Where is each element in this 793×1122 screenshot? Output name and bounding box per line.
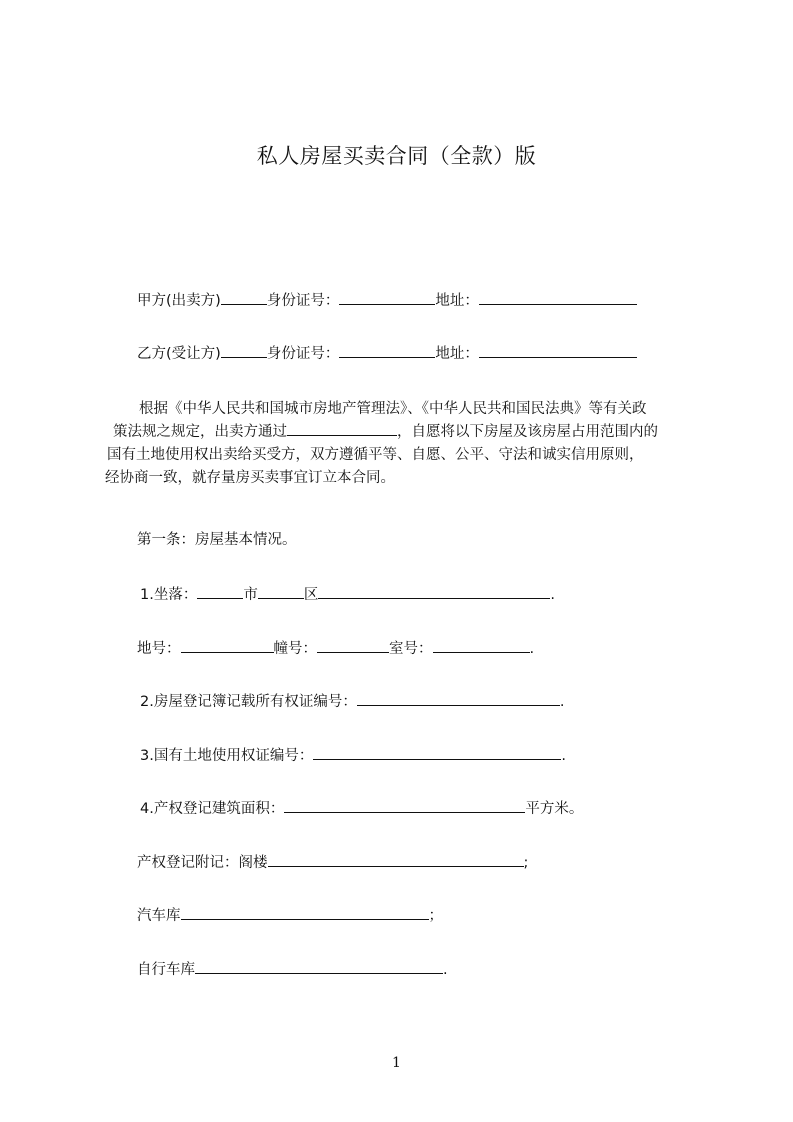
preamble-line-2-before: 策法规之规定，出卖方通过 [113,424,287,440]
party-a-line [137,290,637,311]
loft-blank [268,852,524,867]
building-label: 幢号： [273,641,317,657]
party-b-name-blank [221,343,267,358]
party-b-line [137,343,637,364]
page-number: 1 [392,1055,401,1071]
acquisition-method-blank [287,421,397,436]
party-b-address-label: 地址： [435,346,479,362]
party-a-id-label: 身份证号： [266,293,340,309]
bike-garage-line [137,959,448,980]
notes-label: 产权登记附记：阁楼 [137,855,268,871]
garage-line [137,905,443,926]
preamble-line-2-after: ，自愿将以下房屋及该房屋占用范围内的 [397,424,658,440]
area-label: 4.产权登记建筑面积： [140,801,285,817]
district-label: 区 [303,587,319,603]
building-blank [317,638,389,653]
bike-garage-end: . [443,962,448,978]
party-b-id-blank [339,343,435,358]
lot-line [137,638,534,659]
preamble-line-2 [105,421,700,444]
party-a-label: 甲方(出卖方) [137,293,221,309]
lot-label: 地号： [137,641,181,657]
lot-blank [181,638,274,653]
preamble-line-1: 根据《中华人民共和国城市房地产管理法》、《中华人民共和国民法典》等有关政 [139,401,647,417]
area-line [140,798,583,819]
district-blank [258,584,304,599]
preamble-line-3: 国有土地使用权出卖给买受方，双方遵循平等、自愿、公平、守法和诚实信用原则， [107,447,644,463]
location-line [140,584,555,605]
lot-end: . [529,641,535,657]
land-cert-line [140,745,566,766]
notes-line [137,852,528,873]
ownership-cert-label: 2.房屋登记簿记载所有权证编号： [140,694,357,710]
notes-end: ; [523,855,529,871]
room-label: 室号： [389,641,433,657]
bike-garage-label: 自行车库 [137,962,195,978]
garage-end: ； [428,908,443,924]
ownership-cert-end: . [559,694,565,710]
city-blank [197,584,243,599]
article-1-heading: 第一条：房屋基本情况。 [137,532,297,548]
land-cert-label: 3.国有土地使用权证编号： [140,748,314,764]
party-b-address-blank [479,343,637,358]
party-b-label: 乙方(受让方) [137,346,221,362]
room-blank [433,638,530,653]
party-a-name-blank [221,290,267,305]
land-cert-end: . [561,748,566,764]
party-a-address-label: 地址： [435,293,479,309]
ownership-cert-blank [357,691,560,706]
ownership-cert-line [140,691,564,712]
area-unit: 平方米。 [525,801,584,817]
location-end: . [550,587,555,603]
land-cert-blank [313,745,561,760]
garage-label: 汽车库 [137,908,181,924]
bike-garage-blank [195,959,443,974]
party-a-address-blank [479,290,637,305]
address-detail-blank [318,584,550,599]
preamble-line-4: 经协商一致，就存量房买卖事宜订立本合同。 [105,470,395,486]
preamble-paragraph [105,398,700,490]
area-blank [284,798,525,813]
document-title: 私人房屋买卖合同（全款）版 [256,144,537,168]
party-b-id-label: 身份证号： [266,346,340,362]
party-a-id-blank [339,290,435,305]
location-label: 1.坐落： [140,587,198,603]
city-label: 市 [243,587,258,603]
garage-blank [181,905,429,920]
